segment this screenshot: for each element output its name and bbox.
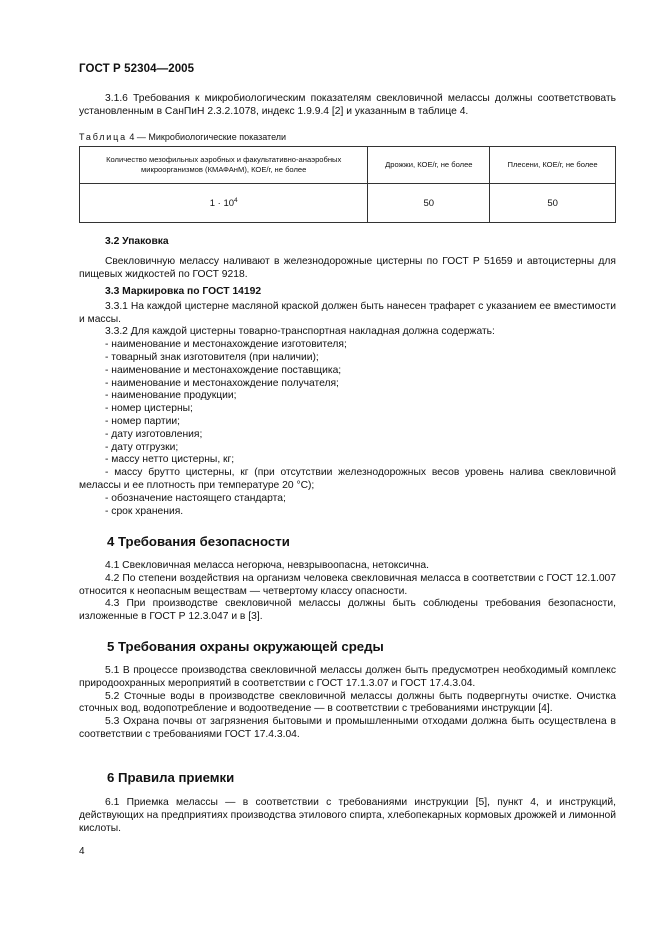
table-header-row (80, 147, 616, 184)
section-3-2-text: Свекловичную мелассу наливают в железнодорожные цистерны по ГОСТ Р 51659 и автоцистерны для пищевых жидкостей по ГОСТ 9218. (79, 255, 616, 280)
table-4-caption (79, 132, 286, 142)
table-cell-kmafanm (80, 184, 368, 223)
clause-4-2: 4.2 По степени воздействия на организм человека свекловичная меласса в соответствии с ГОСТ 12.1.007 относится к неопасным веществам — четвертому классу опасности. (79, 572, 616, 597)
section-4-body (79, 560, 616, 624)
table-4 (79, 146, 616, 223)
table-caption-word: Таблица (79, 132, 127, 142)
table-header-mold: Плесени, КОЕ/г, не более (490, 147, 616, 184)
table-cell-yeast: 50 (368, 184, 490, 223)
list-item: - массу брутто цистерны, кг (при отсутствии железнодорожных весов уровень налива свекловичной мелассы и ее плотность при температуре 20 °С); (79, 467, 616, 491)
list-item: - обозначение настоящего стандарта; (105, 492, 286, 504)
list-item: - номер цистерны; (105, 403, 193, 415)
kmafanm-value-base: 1 · 10 (209, 198, 235, 210)
clause-3-3-2: 3.3.2 Для каждой цистерны товарно-транспортная накладная должна содержать: (105, 326, 495, 338)
table-caption-title: 4 — Микробиологические показатели (129, 132, 287, 142)
list-item: - наименование и местонахождение получателя; (105, 377, 339, 389)
waybill-contents-list (79, 339, 616, 518)
table-header-yeast: Дрожжи, КОЕ/г, не более (368, 147, 490, 184)
table-header-kmafanm: Количество мезофильных аэробных и факультативно-анаэробных микроорганизмов (КМАФАнМ), КОЕ/г, не более (80, 147, 368, 184)
clause-3-1-6-text: 3.1.6 Требования к микробиологическим показателям свекловичной мелассы должны соответствовать установленным в СанПиН 2.3.2.1078, индекс 1.9.9.4 [2] и указанным в таблице 4. (79, 93, 616, 117)
list-item: - дату изготовления; (105, 428, 203, 440)
clause-3-3-1: 3.3.1 На каждой цистерне масляной краской должен быть нанесен трафарет с указанием ее вместимости и массы. (79, 300, 616, 325)
page-number: 4 (79, 846, 85, 857)
section-5-body (79, 665, 616, 742)
clause-3-1-6 (79, 93, 616, 119)
clause-5-2: 5.2 Сточные воды в производстве свекловичной мелассы должны быть подвергнуты очистке. Очистка сточных вод, водопотребление и водоотведение — в соответствии с требованиями инструкции [4]. (79, 690, 616, 715)
list-item: - товарный знак изготовителя (при наличии); (105, 351, 319, 363)
clause-5-3: 5.3 Охрана почвы от загрязнения бытовыми и промышленными отходами должна быть осуществлена в соответствии с требованиями ГОСТ 17.4.3.04. (79, 716, 616, 740)
section-3-3 (79, 286, 616, 518)
list-item: - дату отгрузки; (105, 441, 179, 453)
section-5-title: 5 Требования охраны окружающей среды (107, 639, 384, 654)
section-3-2 (79, 236, 616, 281)
kmafanm-value-exponent: 4 (234, 196, 238, 204)
clause-4-1: 4.1 Свекловичная меласса негорюча, невзрывоопасна, нетоксична. (105, 560, 429, 571)
list-item: - наименование продукции; (105, 390, 237, 402)
section-3-2-title: 3.2 Упаковка (105, 236, 169, 247)
list-item: - массу нетто цистерны, кг; (105, 454, 235, 466)
clause-4-3: 4.3 При производстве свекловичной мелассы должны быть соблюдены требования безопасности, изложенные в ГОСТ Р 12.3.047 и в [3]. (79, 598, 616, 623)
section-4-title: 4 Требования безопасности (107, 534, 290, 549)
table-cell-mold: 50 (490, 184, 616, 223)
list-item: - наименование и местонахождение изготовителя; (105, 339, 347, 351)
document-header: ГОСТ Р 52304—2005 (79, 63, 195, 75)
list-item: - номер партии; (105, 415, 180, 427)
section-6-title: 6 Правила приемки (107, 770, 235, 785)
list-item: - наименование и местонахождение поставщика; (105, 364, 342, 376)
table-row (80, 184, 616, 223)
clause-5-1: 5.1 В процессе производства свекловичной мелассы должен быть предусмотрен необходимый комплекс природоохранных мероприятий в соответствии с ГОСТ 17.1.3.07 и ГОСТ 17.4.3.04. (79, 665, 616, 689)
section-3-3-title: 3.3 Маркировка по ГОСТ 14192 (105, 286, 262, 297)
list-item: - срок хранения. (105, 505, 184, 517)
section-6-body (79, 797, 616, 835)
clause-6-1: 6.1 Приемка мелассы — в соответствии с требованиями инструкции [5], пункт 4, и инструкций, действующих на предприятиях производства этилового спирта, хлебопекарных кормовых дрожжей и лимонной кислоты. (79, 797, 616, 834)
